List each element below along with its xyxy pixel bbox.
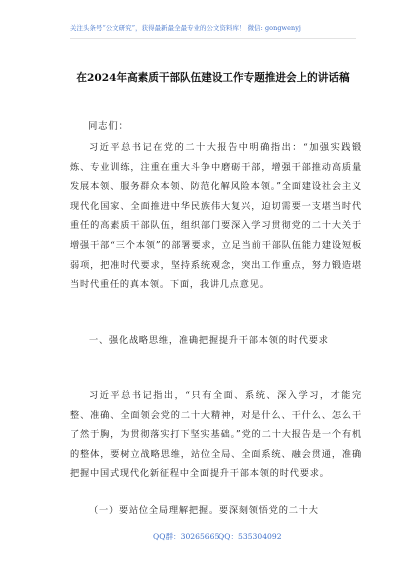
document-title: 在2024年高素质干部队伍建设工作专题推进会上的讲话稿 — [76, 72, 350, 84]
paragraph-section-1: 习近平总书记指出，“只有全面、系统、深入学习，才能完整、准确、全面领会党的二十大精神，对是什么、干什么、怎么干了然于胸，为贯彻落实打下坚实基础。”党的二十大报告是一个有机的整体，要树立战略思维，站位全局、全面系统、融会贯通，准确把握中国式现代化新征程中全面提升干部本领的时代要求。 — [70, 390, 362, 480]
paragraph-intro: 习近平总书记在党的二十大报告中明确指出：“加强实践锻炼、专业训练，注重在重大斗争中磨砺干部，增强干部推动高质量发展本领、服务群众本领、防范化解风险本领。”全面建设社会主义现代化国家、全面推进中华民族伟大复兴，迫切需要一支堪当时代重任的高素质干部队伍，组织部门要深入学习贯彻党的二十大关于增强干部“三个本领”的部署要求，立足当前干部队伍能力建设短板弱项，把准时代要求，坚持系统观念，突出工作重点，努力锻造堪当时代重任的真本领。下面，我讲几点意见。 — [70, 142, 362, 291]
salutation: 同志们： — [88, 121, 129, 132]
header-promo-note: 关注头条号“公文研究”，获得最新最全最专业的公文资料库！ 微信: gongwenyj — [70, 24, 301, 32]
footer-qq-number: QQ：535304092 — [218, 532, 282, 541]
header-divider — [70, 38, 356, 39]
subsection-heading-1: （一）要站位全局理解把握。要深刻领悟党的二十大 — [89, 505, 319, 516]
footer-qq-group: QQ群：30265665 — [153, 532, 220, 541]
section-heading-1: 一、强化战略思维，准确把握提升干部本领的时代要求 — [89, 335, 329, 346]
